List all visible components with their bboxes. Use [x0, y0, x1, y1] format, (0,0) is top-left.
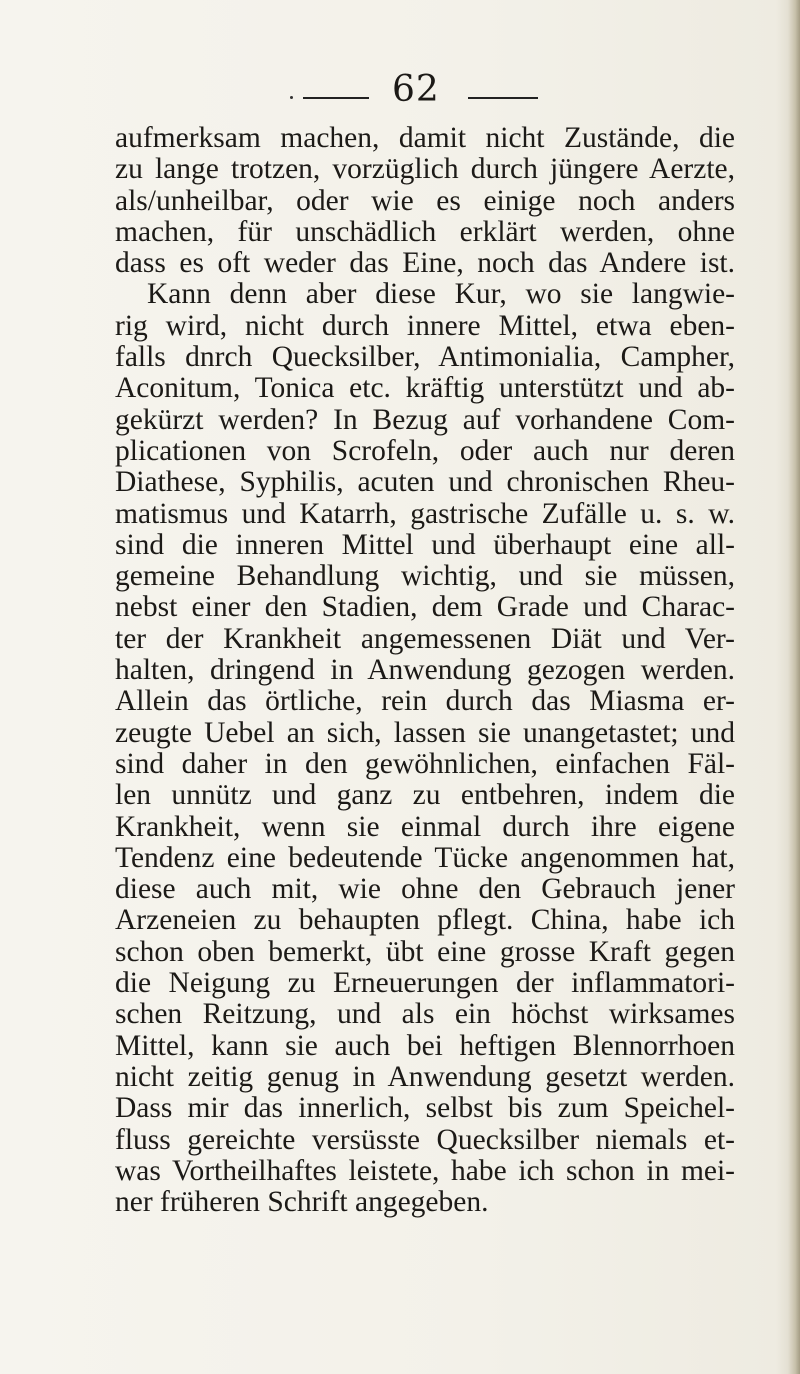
text-line: sind daher in den gewöhnlichen, einfachen Fäl-	[115, 747, 735, 780]
text-line: schon oben bemerkt, übt eine grosse Kraft gegen	[115, 935, 735, 968]
text-line: rig wird, nicht durch innere Mittel, etwa eben-	[115, 309, 735, 342]
text-line: len unnütz und ganz zu entbehren, indem die	[115, 779, 735, 812]
text-line: schen Reitzung, und als ein höchst wirksames	[115, 998, 735, 1031]
text-line: zu lange trotzen, vorzüglich durch jüngere Aerzte,	[115, 153, 735, 186]
text-line: nicht zeitig genug in Anwendung gesetzt werden.	[115, 1060, 735, 1093]
text-line: ner früheren Schrift angegeben.	[115, 1186, 489, 1219]
text-line: Mittel, kann sie auch bei heftigen Blennorrhoen	[115, 1029, 735, 1062]
text-line: matismus und Katarrh, gastrische Zufälle u. s. w.	[115, 497, 735, 530]
text-line: gekürzt werden? In Bezug auf vorhandene Com-	[115, 403, 735, 436]
text-line: ter der Krankheit angemessenen Diät und Ver-	[115, 622, 735, 655]
header-rule-right	[468, 97, 538, 99]
text-line: Tendenz eine bedeutende Tücke angenommen hat,	[115, 841, 735, 874]
text-line: dass es oft weder das Eine, noch das Andere ist.	[115, 247, 735, 280]
text-line: halten, dringend in Anwendung gezogen werden.	[115, 654, 735, 687]
text-line: Kann denn aber diese Kur, wo sie langwie-	[147, 278, 735, 311]
text-line: Krankheit, wenn sie einmal durch ihre eigene	[115, 810, 735, 843]
text-line: falls dnrch Quecksilber, Antimonialia, Campher,	[115, 341, 735, 374]
text-line: fluss gereichte versüsste Quecksilber niemals et-	[115, 1123, 735, 1156]
text-line: Aconitum, Tonica etc. kräftig unterstützt und ab-	[115, 372, 735, 405]
text-line: machen, für unschädlich erklärt werden, ohne	[115, 215, 735, 248]
header-dot	[290, 96, 293, 99]
text-line: die Neigung zu Erneuerungen der inflammatori-	[115, 967, 735, 1000]
text-line: Allein das örtliche, rein durch das Miasma er-	[115, 685, 735, 718]
text-line: Dass mir das innerlich, selbst bis zum Speichel-	[115, 1092, 735, 1125]
page-number: 62	[392, 69, 440, 110]
page-edge-shadow	[788, 0, 800, 1374]
text-line: aufmerksam machen, damit nicht Zustände, die	[115, 122, 735, 154]
header-rule-left	[303, 97, 369, 99]
text-line: plicationen von Scrofeln, oder auch nur deren	[115, 434, 735, 467]
body-text	[115, 123, 735, 1218]
text-line: Arzeneien zu behaupten pflegt. China, habe ich	[115, 904, 735, 937]
text-line: nebst einer den Stadien, dem Grade und Charac-	[115, 591, 735, 624]
text-line: diese auch mit, wie ohne den Gebrauch jener	[115, 873, 735, 906]
text-line: zeugte Uebel an sich, lassen sie unangetastet; und	[115, 716, 735, 749]
text-line: was Vortheilhaftes leistete, habe ich schon in mei-	[115, 1154, 735, 1187]
text-line: sind die inneren Mittel und überhaupt eine all-	[115, 528, 735, 561]
text-line: gemeine Behandlung wichtig, und sie müssen,	[115, 560, 735, 593]
text-line: als/unheilbar, oder wie es einige noch anders	[115, 184, 735, 217]
text-line: Diathese, Syphilis, acuten und chronischen Rheu-	[115, 466, 735, 499]
